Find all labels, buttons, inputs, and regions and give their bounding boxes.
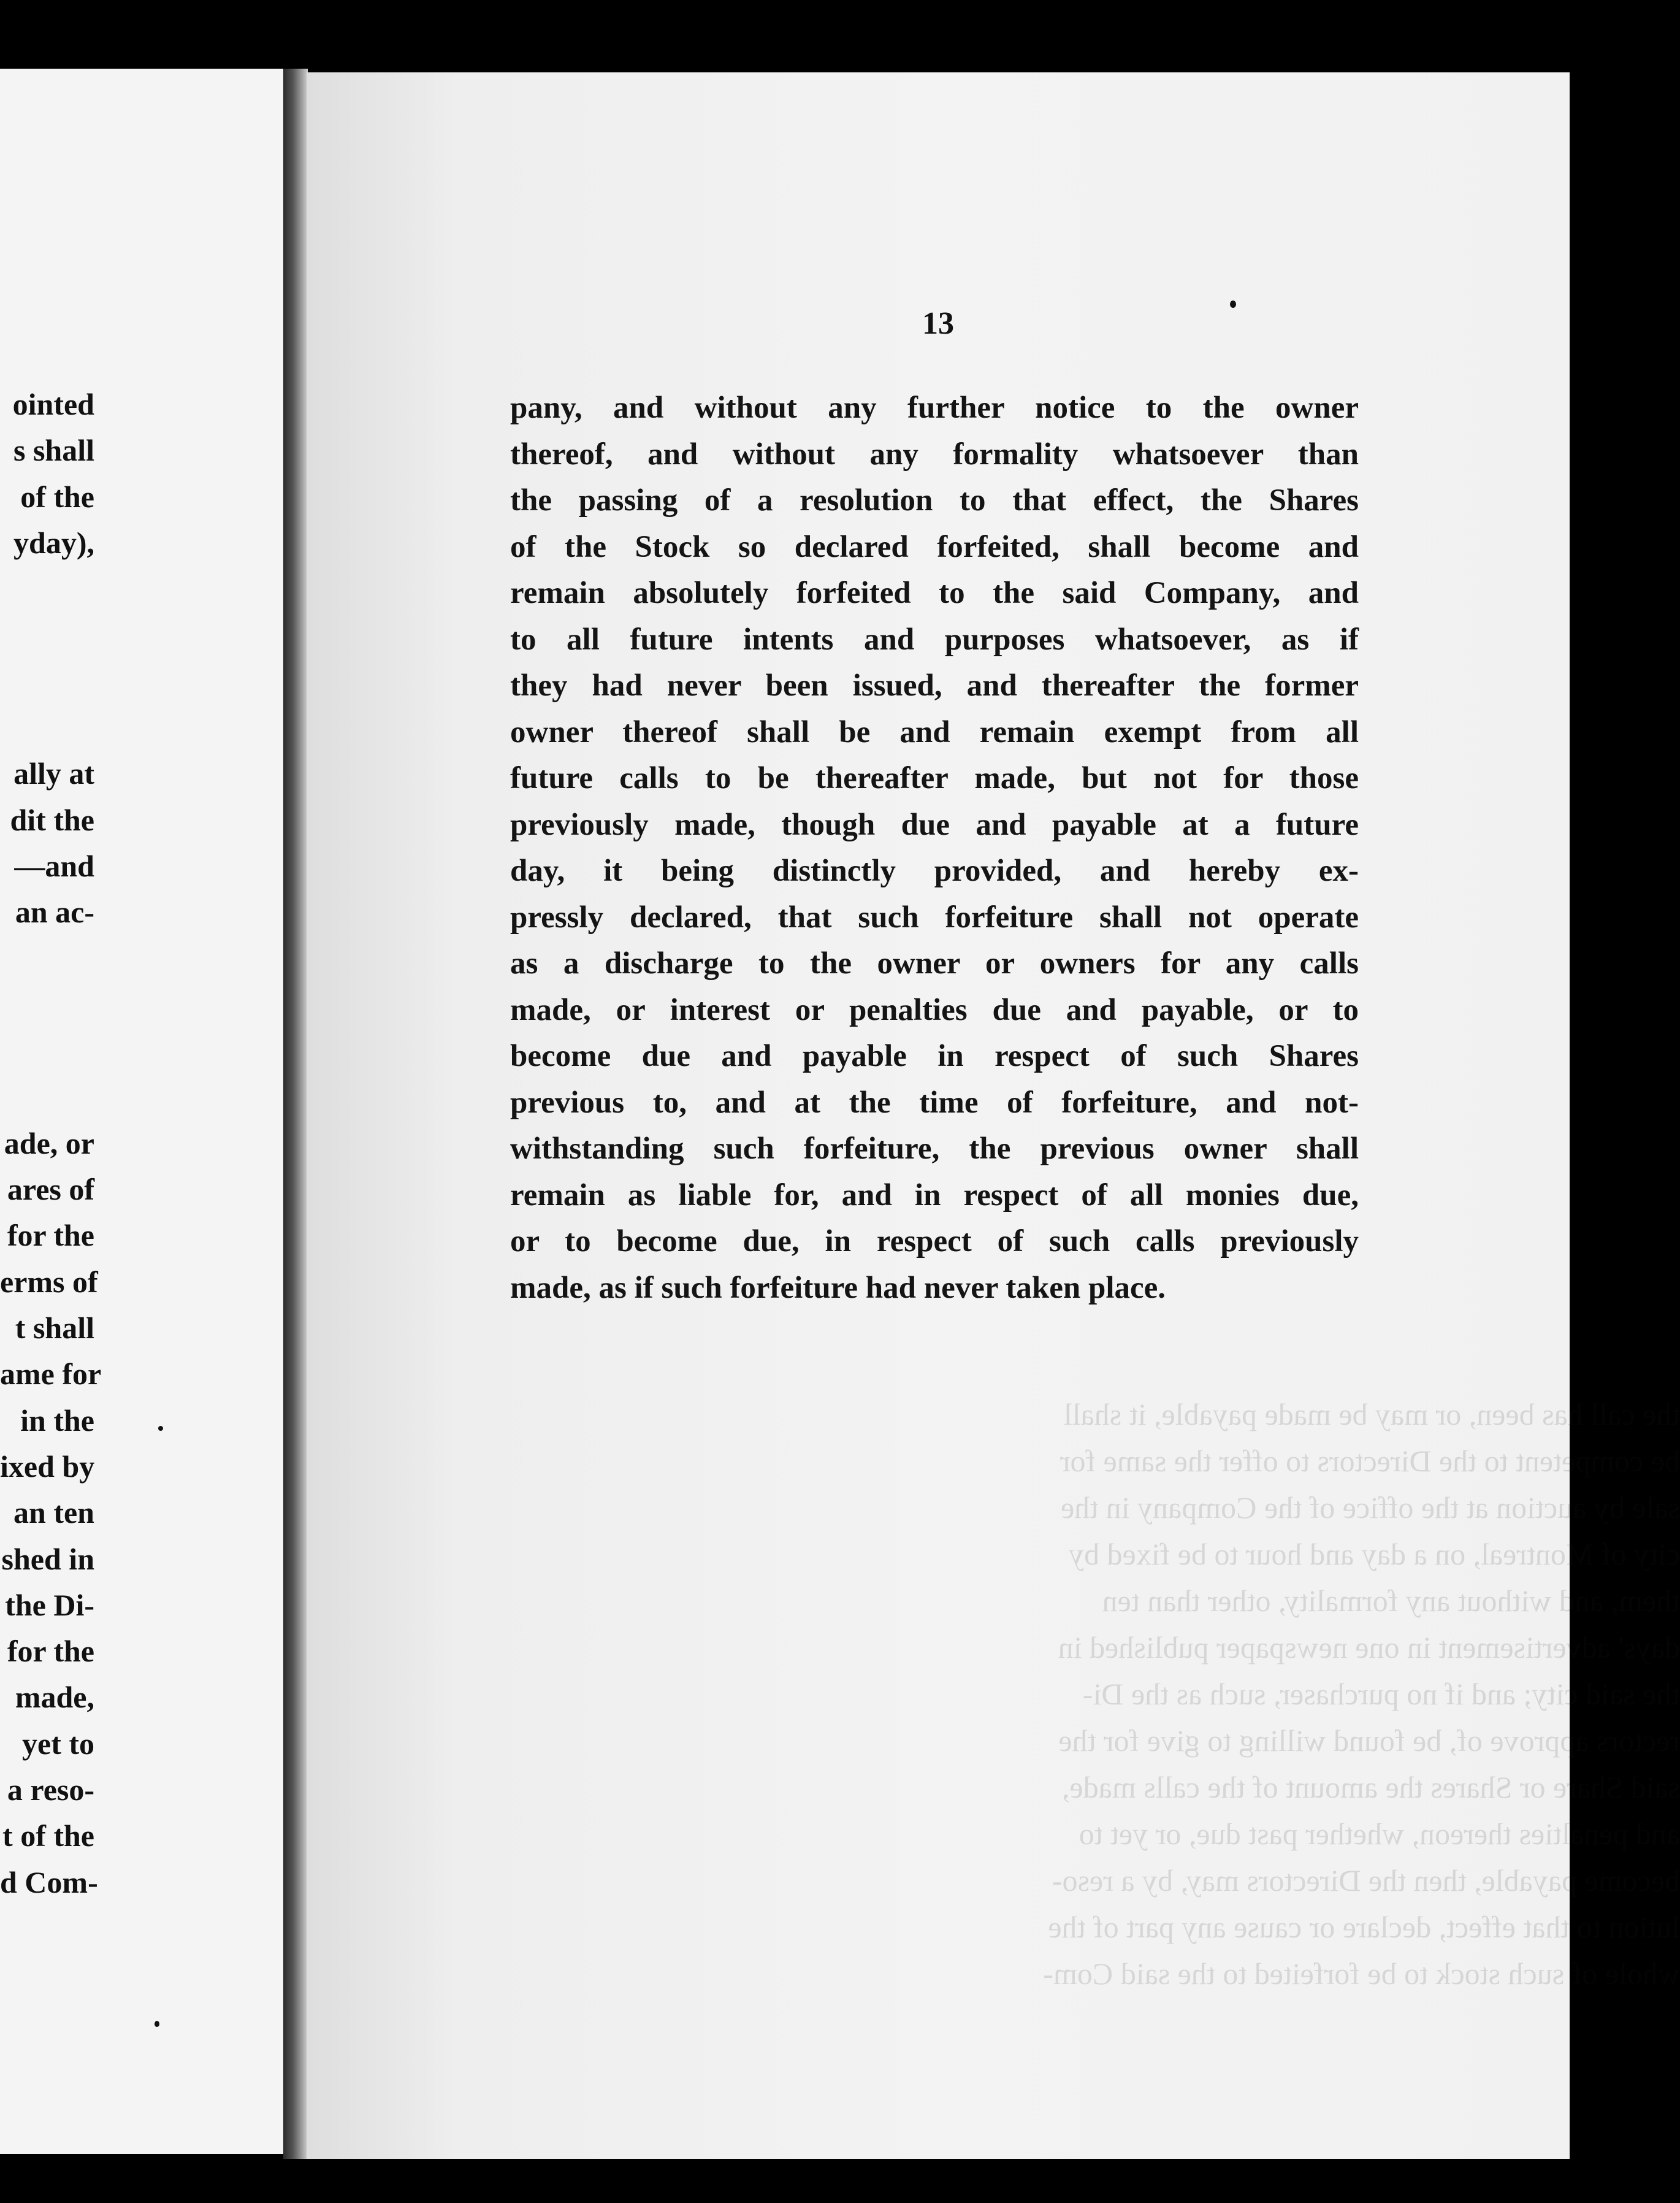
dust-speck [158,1426,163,1431]
bleed-through-line: days' advertisement in one newspaper published in [1058,1630,1680,1665]
previous-page-line-fragment: shed in [1,1541,94,1576]
previous-page-line-fragment: t shall [15,1311,94,1345]
previous-page-line-fragment: ame for [0,1357,102,1392]
previous-page-line-fragment: ixed by [0,1449,95,1484]
previous-page-line-fragment: erms of [0,1264,98,1299]
previous-page-line-fragment: of the [20,479,94,514]
bleed-through-line: them, and without any formality, other than ten [1102,1584,1680,1618]
previous-page-line-fragment: t of the [2,1818,94,1853]
bleed-through-line: become payable, then the Directors may, by a reso- [1052,1863,1680,1898]
previous-page-line-fragment: an ac- [15,895,94,930]
previous-page-line-fragment: yet to [22,1726,94,1761]
previous-page-line-fragment: —and [14,849,94,883]
previous-page-line-fragment: ally at [13,756,94,791]
body-line: of the Stock so declared forfeited, shall become and [510,529,1359,564]
previous-page-line-fragment: in the [20,1403,94,1438]
page-number: 13 [922,306,954,341]
previous-page-line-fragment: ares of [7,1172,94,1207]
previous-page-line-fragment: an ten [13,1495,94,1530]
previous-page-line-fragment: a reso- [7,1772,94,1807]
body-line: to all future intents and purposes whatsoever, as if [510,622,1359,657]
body-line: as a discharge to the owner or owners for any calls [510,946,1359,981]
body-line: remain as liable for, and in respect of all monies due, [510,1178,1359,1213]
previous-page-edge [0,69,283,2154]
scan-bottom-edge [0,2159,1621,2203]
previous-page-line-fragment: d Com- [0,1864,98,1899]
previous-page-line-fragment: for the [7,1218,94,1253]
body-line: owner thereof shall be and remain exempt from all [510,715,1359,749]
previous-page-line-fragment: for the [7,1634,94,1669]
previous-page-line-fragment: ointed [12,387,94,421]
previous-page-line-fragment: dit the [10,802,94,837]
body-line: withstanding such forfeiture, the previous owner shall [510,1132,1359,1166]
body-line: day, it being distinctly provided, and hereby ex- [510,854,1359,888]
body-line: thereof, and without any formality whatsoever than [510,437,1359,472]
body-line: made, or interest or penalties due and payable, or to [510,992,1359,1027]
previous-page-line-fragment: ade, or [4,1125,94,1160]
page-body-text [510,385,1359,1311]
previous-page-line-fragment: the Di- [5,1587,94,1622]
previous-page-line-fragment: s shall [13,433,94,468]
bleed-through-line: lution to that effect, declare or cause any part of the [1048,1910,1680,1944]
reverse-side-bleed-through [797,1391,1680,1997]
body-line: they had never been issued, and thereafter the former [510,669,1359,703]
body-line: remain absolutely forfeited to the said Company, and [510,576,1359,610]
bleed-through-line: the said city; and if no purchaser, such as the Di- [1082,1677,1680,1711]
bleed-through-line: the call has been, or may be made payable, it shall [1063,1397,1680,1431]
bleed-through-line: rectors approve of, be found willing to give for the [1058,1723,1680,1758]
body-line: become due and payable in respect of such Shares [510,1039,1359,1073]
body-line: or to become due, in respect of such calls previously [510,1224,1359,1259]
previous-page-line-fragment: yday), [13,525,94,560]
bleed-through-line: whole of such stock to be forfeited to the said Com- [1043,1956,1680,1991]
bleed-through-line: and penalties thereon, whether past due, or yet to [1079,1817,1680,1851]
body-line: previous to, and at the time of forfeiture, and not- [510,1085,1359,1120]
body-line: made, as if such forfeiture had never taken place. [510,1270,1166,1305]
body-line: pany, and without any further notice to the owner [510,391,1359,425]
body-line: the passing of a resolution to that effect, the Shares [510,483,1359,518]
dust-speck [1230,301,1236,308]
body-line: previously made, though due and payable at a future [510,807,1359,842]
bleed-through-line: be competent to the Directors to offer the same for [1060,1444,1680,1478]
bleed-through-line: sale by auction at the office of the Company in the [1061,1490,1680,1525]
body-line: pressly declared, that such forfeiture shall not operate [510,900,1359,935]
previous-page-line-fragment: made, [15,1680,94,1715]
book-gutter [283,69,308,2166]
bleed-through-line: city of Montreal, on a day and hour to be fixed by [1069,1537,1680,1571]
bleed-through-line: said Share or Shares the amount of the calls made, [1061,1770,1680,1804]
dust-speck [155,2021,159,2027]
body-line: future calls to be thereafter made, but not for those [510,761,1359,795]
